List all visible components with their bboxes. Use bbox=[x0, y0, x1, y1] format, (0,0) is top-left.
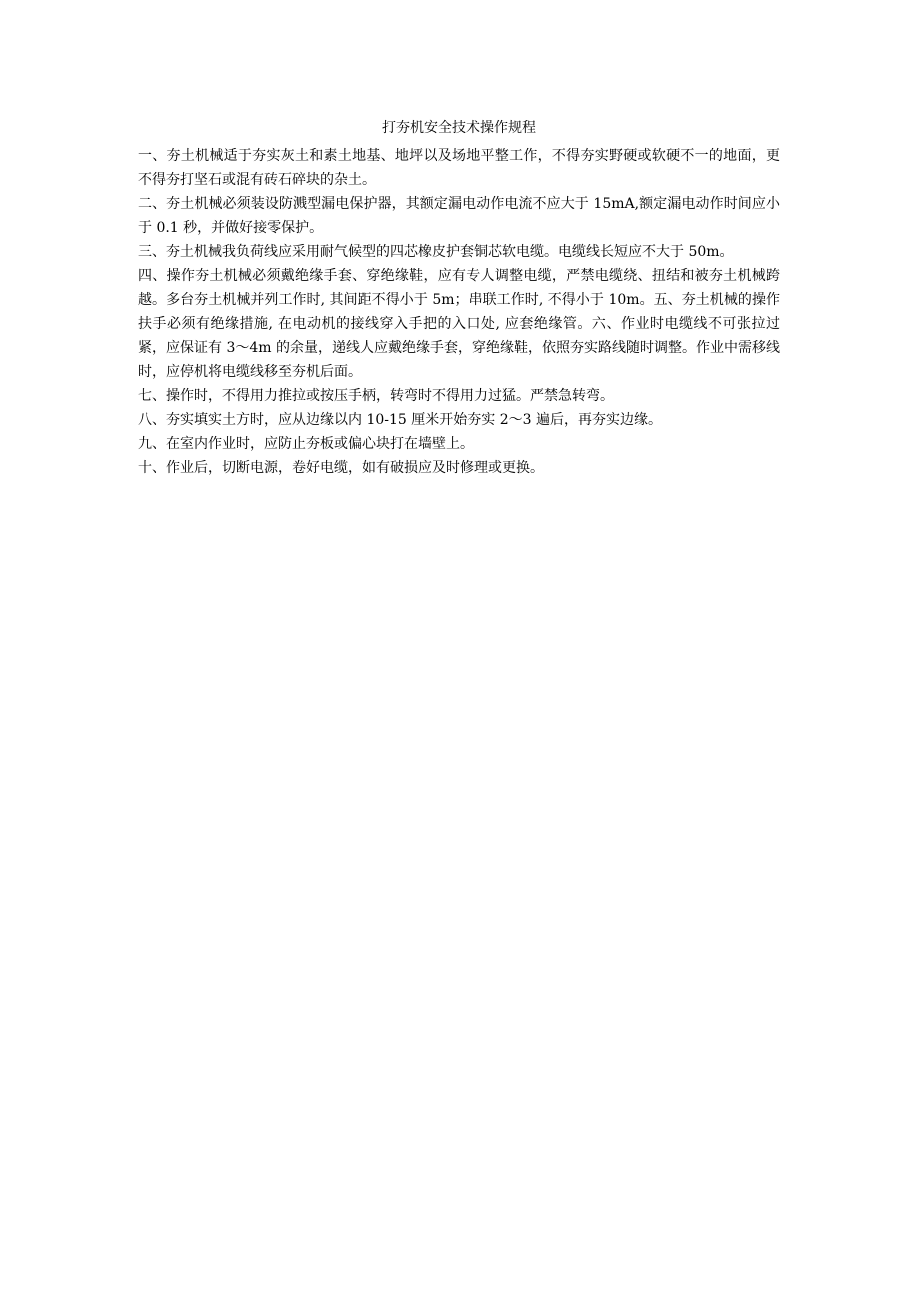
paragraph-9: 九、在室内作业时，应防止夯板或偏心块打在墙壁上。 bbox=[138, 436, 474, 452]
document-title: 打夯机安全技术操作规程 bbox=[382, 120, 536, 136]
paragraph-2: 二、夯土机械必须装设防溅型漏电保护器，其额定漏电动作电流不应大于 15mA,额定漏电动作时间应小于 0.1 秒，并做好接零保护。 bbox=[138, 196, 780, 236]
paragraph-1: 一、夯土机械适于夯实灰土和素土地基、地坪以及场地平整工作，不得夯实野硬或软硬不一的地面，更不得夯打坚石或混有砖石碎块的杂土。 bbox=[138, 148, 780, 188]
paragraph-10: 十、作业后，切断电源，卷好电缆，如有破损应及时修理或更换。 bbox=[138, 460, 544, 476]
paragraph-4: 四、操作夯土机械必须戴绝缘手套、穿绝缘鞋，应有专人调整电缆，严禁电缆绕、扭结和被夯土机械跨越。多台夯土机械并列工作时, 其间距不得小于 5m；串联工作时, 不得小于 10m。五、夯土机械的操作扶手必须有绝缘措施, 在电动机的接线穿入手把的入口处, 应套绝缘管。六、作业时电缆线不可张拉过紧，应保证有 3～4m 的余量，递线人应戴绝缘手套，穿绝缘鞋，依照夯实路线随时调整。作业中需移线时，应停机将电缆线移至夯机后面。 bbox=[138, 268, 780, 380]
document-page bbox=[138, 116, 780, 480]
paragraph-3: 三、夯土机械我负荷线应采用耐气候型的四芯橡皮护套铜芯软电缆。电缆线长短应不大于 50m。 bbox=[138, 244, 734, 260]
paragraph-8: 八、夯实填实土方时，应从边缘以内 10-15 厘米开始夯实 2～3 遍后，再夯实边缘。 bbox=[138, 412, 662, 428]
paragraph-7: 七、操作时，不得用力推拉或按压手柄，转弯时不得用力过猛。严禁急转弯。 bbox=[138, 388, 614, 404]
